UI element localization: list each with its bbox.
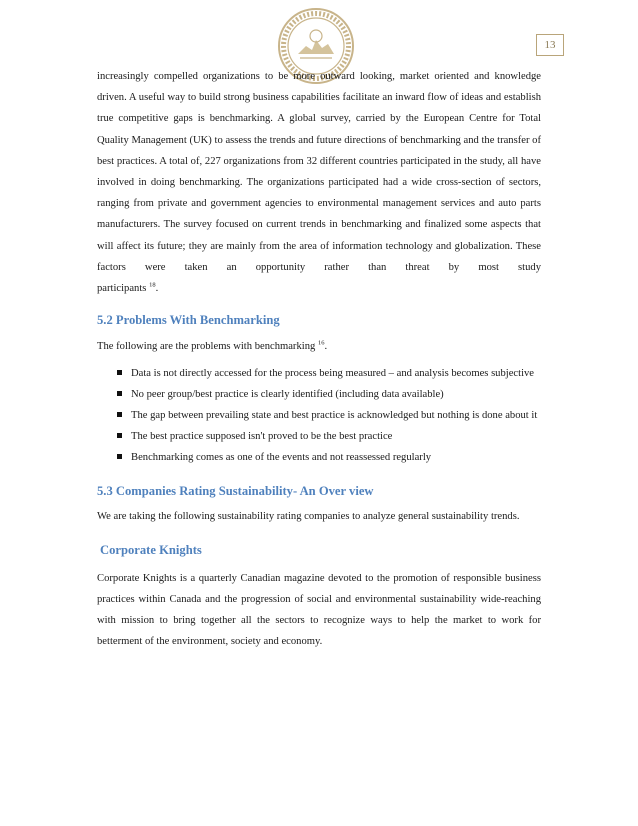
bullet-icon xyxy=(117,391,122,396)
corporate-knights-text: Corporate Knights is a quarterly Canadian magazine devoted to the promotion of responsible business practices within Canada and the progression of social and environmental sustainability wide-reaching with mission to bring together all the sectors to recognize ways to help the market to work for betterment of the environment, society and economy. xyxy=(97,572,541,648)
list-item: Benchmarking comes as one of the events and not reassessed regularly xyxy=(97,447,541,468)
bullet-icon xyxy=(117,412,122,417)
corporate-knights-heading: Corporate Knights xyxy=(100,542,202,557)
list-item: No peer group/best practice is clearly identified (including data available) xyxy=(97,384,541,405)
section-5-2-intro: The following are the problems with benchmarking $^{16}$. xyxy=(97,339,328,353)
page-number: 13 xyxy=(536,34,564,56)
intro-paragraph-end: participants $^{18}$. xyxy=(97,281,159,295)
section-heading-5-3: 5.3 Companies Rating Sustainability- An Over view xyxy=(97,484,374,499)
intro-paragraph: increasingly compelled organizations to be more outward looking, market oriented and knowledge driven. A useful way to build strong business capabilities facilitate an inward flow of ideas and establish true competitive gaps is benchmarking. A global survey, carried by the European Centre for Total Quality Management (UK) to assess the trends and future directions of benchmarking and the transfer of best practices. A total of, 227 organizations from 32 different countries participated in the study, all have involved in doing benchmarking. The organizations participated had a wide cross-section of sectors, ranging from private and government agencies to environmental management services and auto parts manufacturers. The survey focused on current trends in benchmarking and finalized some aspects that will affect its future; they are mainly from the area of information technology and globalization. These factors were taken an opportunity rather than threat by most study xyxy=(97,71,542,273)
bullet-icon xyxy=(117,454,122,459)
list-item: The best practice supposed isn't proved to be the best practice xyxy=(97,426,541,447)
section-heading-5-2: 5.2 Problems With Benchmarking xyxy=(97,313,280,328)
bullet-icon xyxy=(117,370,122,375)
footnote-ref: 18 xyxy=(149,281,156,289)
section-5-3-text: We are taking the following sustainability rating companies to analyze general sustainability trends. xyxy=(97,511,520,523)
list-item: Data is not directly accessed for the process being measured – and analysis becomes subjective xyxy=(97,363,541,384)
document-body xyxy=(97,66,541,652)
footnote-ref: 16 xyxy=(317,339,325,347)
bullet-icon xyxy=(117,433,122,438)
problems-list xyxy=(97,363,541,468)
list-item: The gap between prevailing state and best practice is acknowledged but nothing is done about it xyxy=(97,405,541,426)
